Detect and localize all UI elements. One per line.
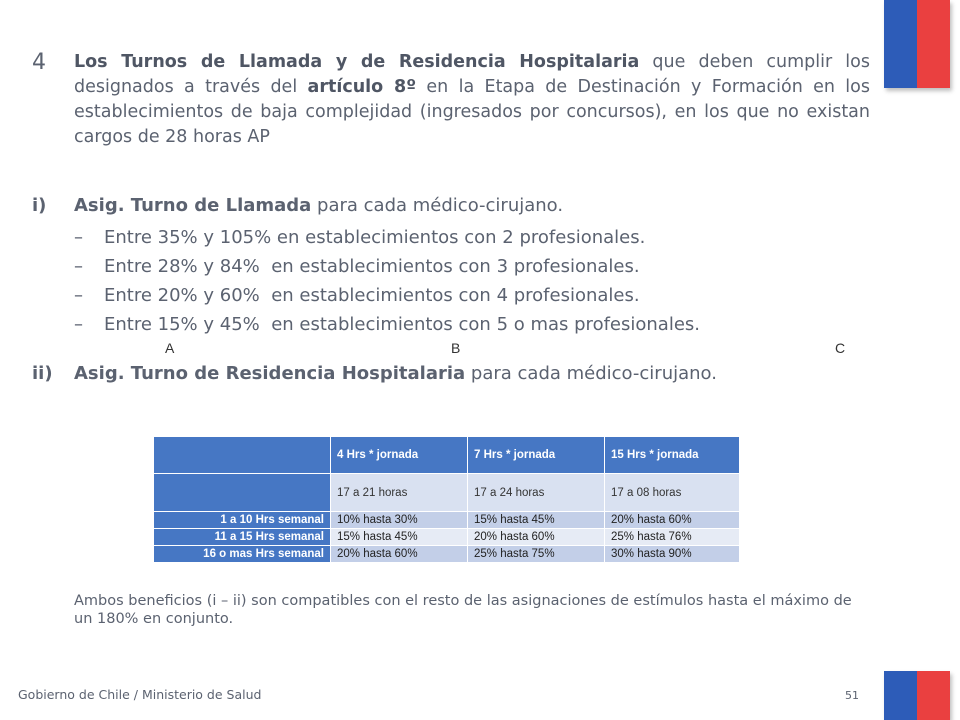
item-i-rest: para cada médico-cirujano.: [311, 195, 564, 216]
table-cell: 25% hasta 76%: [605, 529, 740, 546]
dash-bullet: –: [74, 227, 83, 248]
table-header-cell: 7 Hrs * jornada: [468, 437, 605, 474]
sub-item-text: Entre 28% y 84% en establecimientos con 3 profesionales.: [104, 256, 640, 277]
compatibility-note: Ambos beneficios (i – ii) son compatibles con el resto de las asignaciones de estímulos hasta el máximo de un 180% en conjunto.: [74, 593, 852, 627]
table-cell: 20% hasta 60%: [468, 529, 605, 546]
table-cell: 20% hasta 60%: [605, 512, 740, 529]
item-ii-rest: para cada médico-cirujano.: [465, 363, 717, 384]
dash-bullet: –: [74, 314, 83, 335]
table-header-cell: [154, 437, 331, 474]
list-item-text: [74, 195, 563, 216]
table-cell: 15% hasta 45%: [468, 512, 605, 529]
flag-red-band: [917, 671, 950, 720]
row-label: 1 a 10 Hrs semanal: [154, 512, 331, 529]
table-cell: 15% hasta 45%: [331, 529, 468, 546]
flag-red-band: [917, 0, 950, 88]
table-cell: 17 a 24 horas: [468, 474, 605, 512]
column-marker-a: A: [165, 340, 175, 356]
item-i-bold: Asig. Turno de Llamada: [74, 195, 312, 216]
table-cell: 10% hasta 30%: [331, 512, 468, 529]
table-hours-row: [154, 474, 740, 512]
dash-bullet: –: [74, 256, 83, 277]
table-header-cell: 4 Hrs * jornada: [331, 437, 468, 474]
table-cell: 30% hasta 90%: [605, 546, 740, 563]
chile-flag-bottom: [884, 671, 950, 720]
table-row: [154, 529, 740, 546]
table-cell: 20% hasta 60%: [331, 546, 468, 563]
table-cell: 25% hasta 75%: [468, 546, 605, 563]
sub-item-text: Entre 35% y 105% en establecimientos con 2 profesionales.: [104, 227, 646, 248]
table-cell: 17 a 21 horas: [331, 474, 468, 512]
chile-flag-top: [884, 0, 950, 88]
heading-text-2: en la Etapa de Destinación y Formación en los establecimientos de baja complejidad (ingresados por concursos), en los que no existan cargos de 28 horas AP: [74, 77, 870, 147]
page-number: 51: [845, 689, 859, 702]
row-label: 16 o mas Hrs semanal: [154, 546, 331, 563]
sub-item-text: Entre 15% y 45% en establecimientos con 5 o mas profesionales.: [104, 314, 700, 335]
section-heading: [32, 50, 870, 150]
roman-numeral: i): [32, 195, 47, 216]
row-label: 11 a 15 Hrs semanal: [154, 529, 331, 546]
heading-bold-2: artículo 8º: [307, 77, 417, 97]
table-row: [154, 512, 740, 529]
flag-blue-band: [884, 671, 917, 720]
heading-text-1: que deben cumplir los designados a través del: [74, 52, 870, 97]
column-marker-c: C: [835, 340, 846, 356]
roman-numeral: ii): [32, 363, 53, 384]
table-cell: 17 a 08 horas: [605, 474, 740, 512]
footer-ministry: Gobierno de Chile / Ministerio de Salud: [18, 687, 262, 702]
shift-allowance-table: [153, 436, 740, 563]
item-ii-bold: Asig. Turno de Residencia Hospitalaria: [74, 363, 466, 384]
sub-item-text: Entre 20% y 60% en establecimientos con 4 profesionales.: [104, 285, 640, 306]
table-header-cell: 15 Hrs * jornada: [605, 437, 740, 474]
table-cell: [154, 474, 331, 512]
flag-blue-band: [884, 0, 917, 88]
dash-bullet: –: [74, 285, 83, 306]
section-heading-text: [74, 50, 870, 150]
list-item-text: [74, 363, 717, 384]
section-number: 4: [32, 50, 46, 75]
column-marker-b: B: [451, 340, 461, 356]
table-header-row: [154, 437, 740, 474]
table-row: [154, 546, 740, 563]
heading-bold-1: Los Turnos de Llamada y de Residencia Hospitalaria: [74, 52, 640, 72]
